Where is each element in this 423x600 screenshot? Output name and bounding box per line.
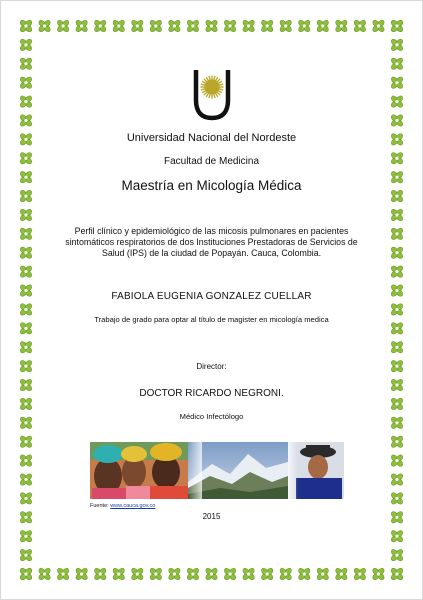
border-flower-icon — [390, 454, 404, 468]
border-flower-icon — [19, 473, 33, 487]
border-flower-icon — [390, 170, 404, 184]
border-flower-icon — [390, 321, 404, 335]
photo-source — [90, 503, 155, 509]
border-flower-icon — [19, 510, 33, 524]
border-flower-icon — [390, 548, 404, 562]
border-flower-icon — [19, 491, 33, 505]
border-flower-icon — [19, 170, 33, 184]
border-flower-icon — [353, 567, 367, 581]
border-flower-icon — [390, 359, 404, 373]
border-flower-icon — [75, 19, 89, 33]
border-flower-icon — [242, 567, 256, 581]
border-flower-icon — [19, 548, 33, 562]
border-flower-icon — [19, 246, 33, 260]
border-flower-icon — [223, 567, 237, 581]
director-label: Director: — [196, 362, 227, 371]
border-flower-icon — [19, 284, 33, 298]
border-flower-icon — [56, 567, 70, 581]
border-flower-icon — [19, 359, 33, 373]
border-flower-icon — [390, 151, 404, 165]
border-flower-icon — [390, 491, 404, 505]
border-flower-icon — [19, 95, 33, 109]
program-name: Maestría en Micología Médica — [121, 178, 302, 193]
border-flower-icon — [372, 19, 386, 33]
border-flower-icon — [130, 19, 144, 33]
border-flower-icon — [19, 303, 33, 317]
border-flower-icon — [112, 567, 126, 581]
border-flower-icon — [390, 19, 404, 33]
photo-collage — [90, 442, 344, 499]
border-flower-icon — [390, 76, 404, 90]
border-flower-icon — [19, 132, 33, 146]
border-flower-icon — [149, 567, 163, 581]
border-flower-icon — [167, 19, 181, 33]
border-flower-icon — [279, 567, 293, 581]
university-name: Universidad Nacional del Nordeste — [126, 132, 297, 144]
border-flower-icon — [390, 95, 404, 109]
border-flower-icon — [260, 567, 274, 581]
border-flower-icon — [390, 397, 404, 411]
border-flower-icon — [390, 340, 404, 354]
border-flower-icon — [390, 416, 404, 430]
border-flower-icon — [19, 321, 33, 335]
border-flower-icon — [316, 19, 330, 33]
author-name: FABIOLA EUGENIA GONZALEZ CUELLAR — [111, 291, 312, 302]
border-flower-icon — [19, 38, 33, 52]
border-flower-icon — [19, 435, 33, 449]
border-flower-icon — [390, 189, 404, 203]
border-flower-icon — [223, 19, 237, 33]
border-flower-icon — [19, 19, 33, 33]
border-flower-icon — [93, 19, 107, 33]
border-flower-icon — [93, 567, 107, 581]
border-flower-icon — [19, 378, 33, 392]
border-flower-icon — [390, 38, 404, 52]
border-flower-icon — [75, 567, 89, 581]
border-flower-icon — [390, 208, 404, 222]
border-flower-icon — [205, 19, 219, 33]
border-flower-icon — [19, 114, 33, 128]
photo-mountains — [188, 442, 288, 499]
border-flower-icon — [149, 19, 163, 33]
border-flower-icon — [19, 454, 33, 468]
director-name: DOCTOR RICARDO NEGRONI. — [139, 388, 284, 399]
director-role: Médico Infectólogo — [179, 412, 244, 421]
border-flower-icon — [205, 567, 219, 581]
faculty-name: Facultad de Medicina — [163, 156, 260, 167]
border-flower-icon — [390, 529, 404, 543]
border-flower-icon — [19, 265, 33, 279]
border-flower-icon — [19, 189, 33, 203]
border-flower-icon — [19, 567, 33, 581]
border-flower-icon — [390, 510, 404, 524]
publication-year: 2015 — [202, 512, 221, 521]
university-logo-icon — [190, 68, 234, 122]
border-flower-icon — [242, 19, 256, 33]
border-flower-icon — [390, 114, 404, 128]
border-flower-icon — [353, 19, 367, 33]
border-flower-icon — [390, 284, 404, 298]
border-flower-icon — [390, 473, 404, 487]
photo-source-link[interactable]: www.cauca.gov.co — [110, 503, 156, 509]
border-flower-icon — [186, 19, 200, 33]
title-page — [40, 40, 383, 560]
border-flower-icon — [260, 19, 274, 33]
border-flower-icon — [167, 567, 181, 581]
border-flower-icon — [297, 567, 311, 581]
border-flower-icon — [334, 567, 348, 581]
border-flower-icon — [390, 227, 404, 241]
border-flower-icon — [186, 567, 200, 581]
border-flower-icon — [390, 132, 404, 146]
border-flower-icon — [390, 378, 404, 392]
border-flower-icon — [38, 567, 52, 581]
border-flower-icon — [19, 76, 33, 90]
border-flower-icon — [38, 19, 52, 33]
border-flower-icon — [19, 340, 33, 354]
border-flower-icon — [390, 567, 404, 581]
border-flower-icon — [130, 567, 144, 581]
border-flower-icon — [19, 529, 33, 543]
degree-statement: Trabajo de grado para optar al título de magister en micología medica — [94, 315, 329, 324]
border-flower-icon — [19, 57, 33, 71]
border-flower-icon — [19, 416, 33, 430]
thesis-title: Perfil clínico y epidemiológico de las micosis pulmonares en pacientes sintomáticos respiratorios de dos Instituciones Prestadoras de Servicios de Salud (IPS) de la ciudad de Popayán. Cauca, Colombia. — [65, 226, 358, 258]
photo-women-portrait — [90, 442, 188, 499]
border-flower-icon — [316, 567, 330, 581]
border-flower-icon — [112, 19, 126, 33]
border-flower-icon — [390, 57, 404, 71]
border-flower-icon — [372, 567, 386, 581]
photo-source-label: Fuente: — [90, 503, 109, 509]
border-flower-icon — [390, 303, 404, 317]
photo-man-portrait — [288, 442, 344, 499]
border-flower-icon — [19, 397, 33, 411]
border-flower-icon — [390, 265, 404, 279]
border-flower-icon — [19, 208, 33, 222]
border-flower-icon — [334, 19, 348, 33]
border-flower-icon — [19, 227, 33, 241]
border-flower-icon — [297, 19, 311, 33]
border-flower-icon — [19, 151, 33, 165]
border-flower-icon — [390, 435, 404, 449]
border-flower-icon — [390, 246, 404, 260]
border-flower-icon — [279, 19, 293, 33]
border-flower-icon — [56, 19, 70, 33]
